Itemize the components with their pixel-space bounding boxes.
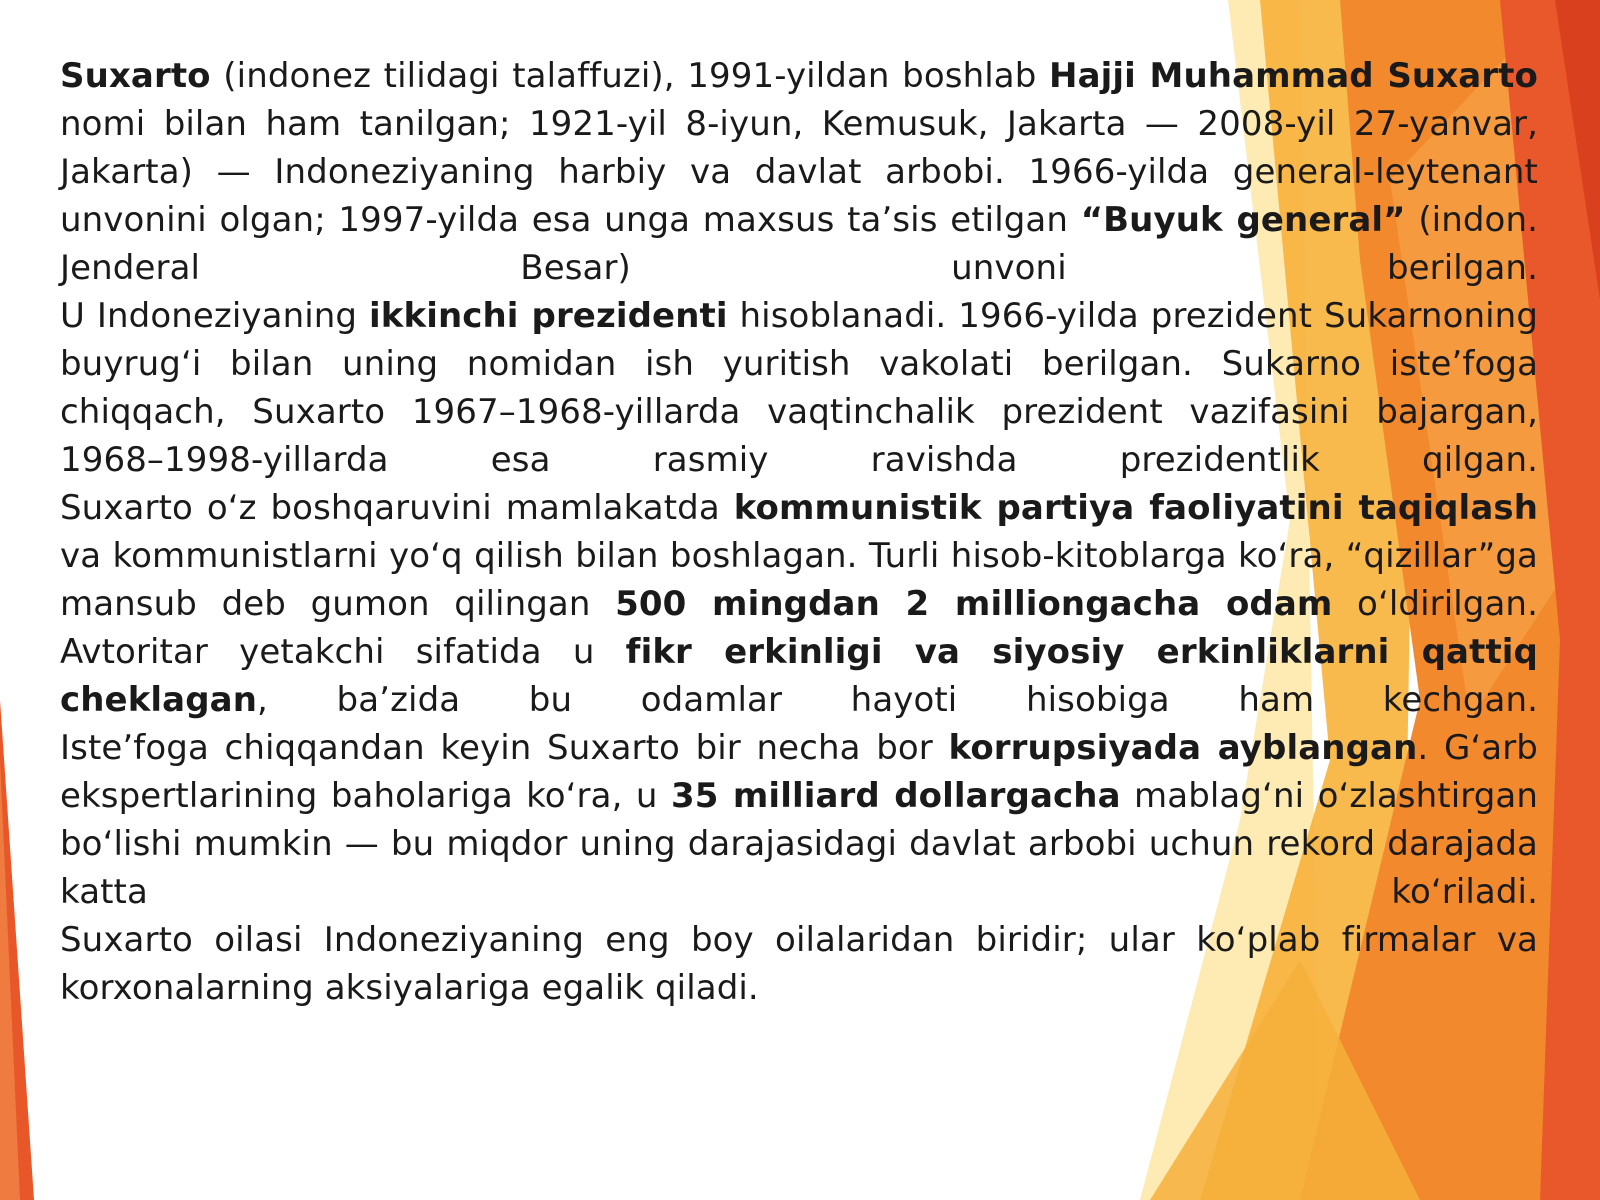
text-segment: Suxarto o‘z boshqaruvini mamlakatda xyxy=(60,488,734,528)
bold-text-segment: 500 mingdan 2 milliongacha odam xyxy=(615,584,1333,624)
text-segment: mablag‘ni o‘zlashtirgan bo‘lishi mumkin — bu miqdor uning darajasidagi davlat arbobi uchun rekord darajada katta ko‘riladi. xyxy=(60,776,1538,912)
text-segment: hisoblanadi. 1966-yilda prezident Sukarnoning buyrug‘i bilan uning nomidan ish yuritish vakolati berilgan. Sukarno iste’foga chiqqach, Suxarto 1967–1968-yillarda vaqtinchalik prezident vazifasini bajargan, 1968–1998-yillarda esa rasmiy ravishda prezidentlik qilgan. xyxy=(60,296,1538,480)
bold-text-segment: fikr erkinligi va siyosiy erkinliklarni qattiq cheklagan xyxy=(60,632,1538,720)
text-segment: va kommunistlarni yo‘q qilish bilan boshlagan. Turli hisob-kitoblarga ko‘ra, “qizillar”ga mansub deb gumon qilingan xyxy=(60,536,1538,624)
text-segment: . G‘arb ekspertlarining baholariga ko‘ra, u xyxy=(60,728,1538,816)
text-segment: Avtoritar yetakchi sifatida u xyxy=(60,632,626,672)
bold-text-segment: “Buyuk general” xyxy=(1080,200,1406,240)
paragraph-corruption xyxy=(60,724,1538,916)
slide-text-body xyxy=(60,52,1538,1012)
text-segment: nomi bilan ham tanilgan; 1921-yil 8-iyun, Kemusuk, Jakarta — 2008-yil 27-yanvar, Jakarta) — Indoneziyaning harbiy va davlat arbobi. 1966-yilda general-leytenant unvonini olgan; 1997-yilda esa unga maxsus ta’sis etilgan xyxy=(60,104,1538,240)
text-segment: Suxarto oilasi Indoneziyaning eng boy oilalaridan biridir; ular ko‘plab firmalar va korxonalarning aksiyalariga egalik qiladi. xyxy=(60,920,1538,1008)
text-segment: (indon. Jenderal Besar) unvoni berilgan. xyxy=(60,200,1539,288)
paragraph-presidency xyxy=(60,292,1538,484)
paragraph-authoritarian-rule xyxy=(60,628,1538,724)
text-segment: U Indoneziyaning xyxy=(60,296,370,336)
paragraph-anti-communist-purge xyxy=(60,484,1538,628)
text-segment: (indonez tilidagi talaffuzi), 1991-yildan boshlab xyxy=(210,56,1050,96)
text-segment: , ba’zida bu odamlar hayoti hisobiga ham kechgan. xyxy=(257,680,1538,720)
bold-text-segment: 35 milliard dollargacha xyxy=(670,776,1121,816)
text-segment: Iste’foga chiqqandan keyin Suxarto bir necha bor xyxy=(60,728,949,768)
bold-text-segment: korrupsiyada ayblangan xyxy=(948,728,1418,768)
bold-text-segment: Hajji Muhammad Suxarto xyxy=(1049,56,1538,96)
bold-text-segment: kommunistik partiya faoliyatini taqiqlash xyxy=(733,488,1538,528)
bold-text-segment: Suxarto xyxy=(60,56,211,96)
paragraph-family-wealth xyxy=(60,916,1538,1012)
text-segment: o‘ldirilgan. xyxy=(1332,584,1538,624)
paragraph-biography-intro xyxy=(60,52,1538,292)
bold-text-segment: ikkinchi prezidenti xyxy=(369,296,728,336)
